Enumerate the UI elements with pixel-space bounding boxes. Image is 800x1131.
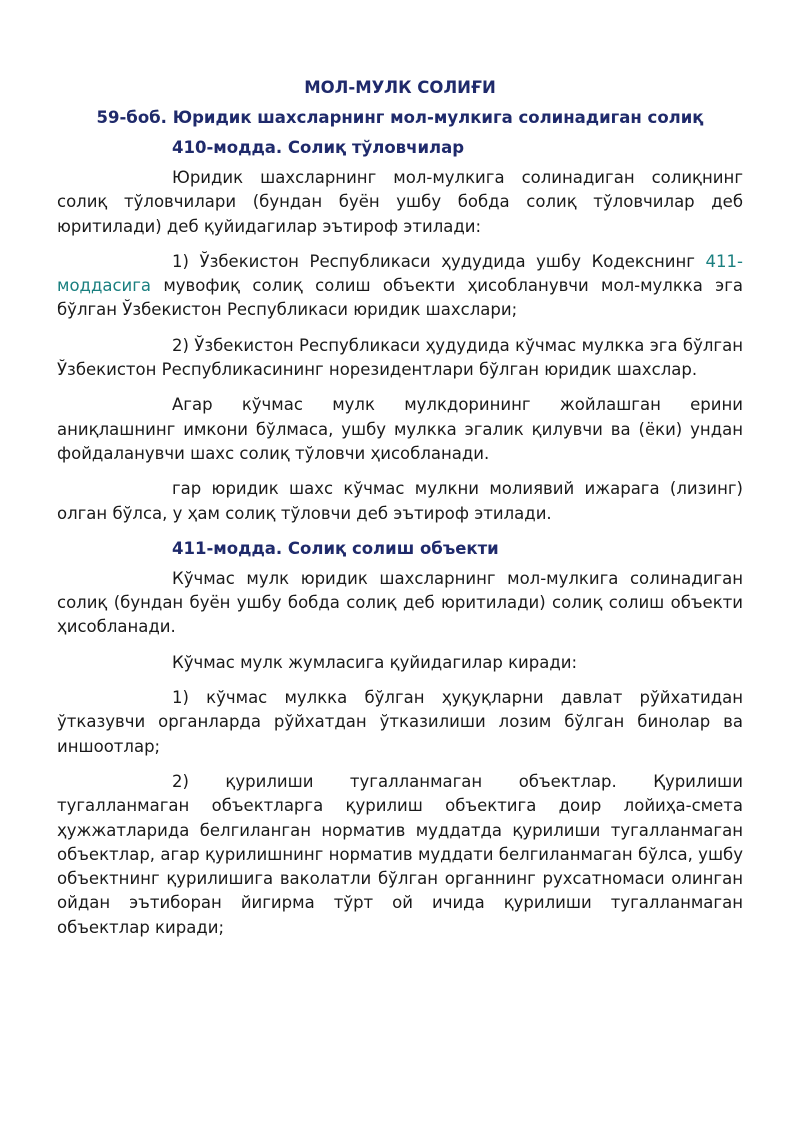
article-411-paragraph-1: Кўчмас мулк юридик шахсларнинг мол-мулкига солинадиган солиқ (бундан буён ушбу бобда солиқ деб юритилади) солиқ солиш объекти ҳисобланади. bbox=[57, 568, 743, 637]
article-410-paragraph-3: 2) Ўзбекистон Республикаси ҳудудида кўчмас мулкка эга бўлган Ўзбекистон Республикасининг норезидентлари бўлган юридик шахслар. bbox=[57, 335, 743, 380]
article-410-paragraph-1: Юридик шахсларнинг мол-мулкига солинадиган солиқнинг солиқ тўловчилари (бундан буён ушбу бобда солиқ тўловчилар деб юритилади) деб қуйидагилар эътироф этилади: bbox=[57, 168, 743, 236]
article-410-paragraph-2 bbox=[57, 250, 743, 323]
article-411-heading: 411-модда. Солиқ солиш объекти bbox=[172, 538, 499, 558]
article-411-paragraph-4: 2) қурилиши тугалланмаган объектлар. Қурилиши тугалланмаган объектларга қурилиш объектига доир лойиҳа-смета ҳужжатларида белгиланган норматив муддатда қурилиши тугалланмаган объектлар, агар қурилишнинг норматив муддати белгиланмаган бўлса, ушбу объектнинг қурилишига ваколатли бўлган органнинг рухсатномаси олинган ойдан эътиборан йигирма тўрт ой ичида қурилиши тугалланмаган объектлар киради; bbox=[57, 771, 743, 937]
article-411-paragraph-3: 1) кўчмас мулкка бўлган ҳуқуқларни давлат рўйхатидан ўтказувчи органларда рўйхатдан ўтказилиши лозим бўлган бинолар ва иншоотлар; bbox=[57, 688, 743, 756]
paragraph-text: мувофиқ солиқ солиш объекти ҳисобланувчи мол-мулкка эга бўлган Ўзбекистон Республикаси юридик шахслари; bbox=[57, 276, 743, 320]
paragraph-text: 1) Ўзбекистон Республикаси ҳудудида ушбу Кодекснинг bbox=[172, 251, 706, 271]
article-410-paragraph-4: Агар кўчмас мулк мулкдорининг жойлашган ерини аниқлашнинг имкони бўлмаса, ушбу мулкка эгалик қилувчи ва (ёки) ундан фойдаланувчи шахс солиқ тўловчи ҳисобланади. bbox=[57, 395, 743, 463]
article-411-paragraph-2: Кўчмас мулк жумласига қуйидагилар киради: bbox=[172, 652, 578, 672]
article-410-heading: 410-модда. Солиқ тўловчилар bbox=[172, 138, 465, 157]
article-411-link[interactable]: 411-моддасига bbox=[57, 251, 743, 296]
article-410-paragraph-5: гар юридик шахс кўчмас мулкни молиявий ижарага (лизинг) олган бўлса, у ҳам солиқ тўловчи деб эътироф этилади. bbox=[57, 479, 743, 523]
chapter-heading: 59-боб. Юридик шахсларнинг мол-мулкига солинадиган солиқ bbox=[96, 108, 704, 127]
document-title: МОЛ-МУЛК СОЛИҒИ bbox=[304, 78, 496, 97]
